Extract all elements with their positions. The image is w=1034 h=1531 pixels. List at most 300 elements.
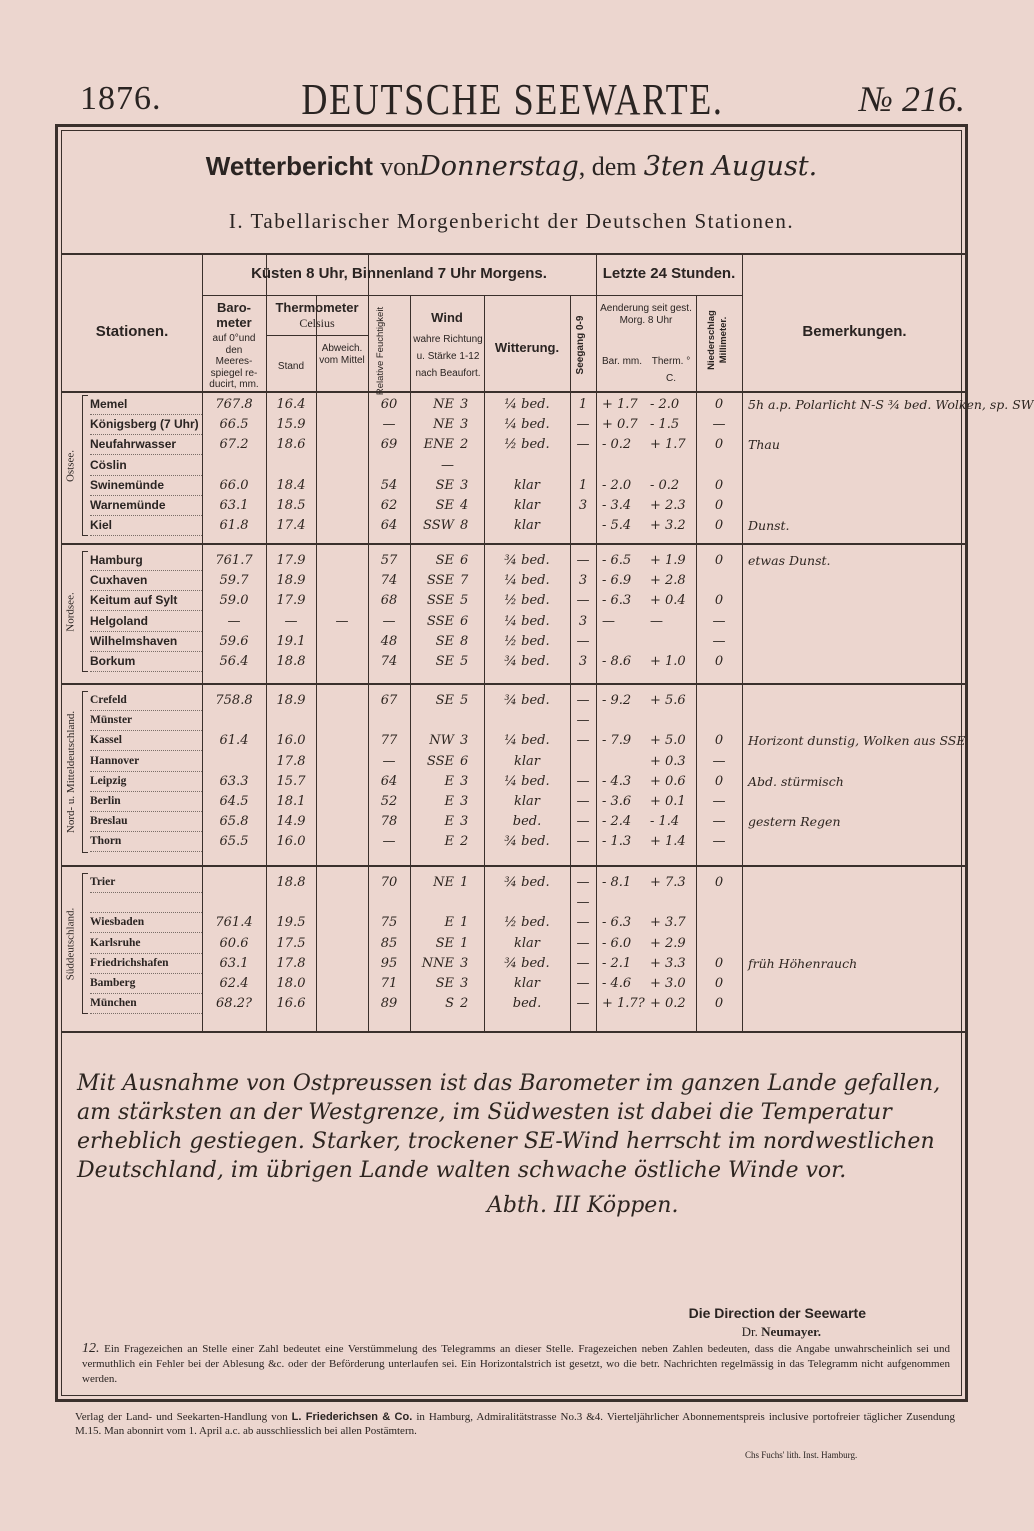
cell-nied: 0 [714,733,724,749]
table-row [62,934,967,954]
cell-abw [316,792,368,812]
cell-bem [744,792,967,812]
cell-stand: 18.1 [276,794,306,809]
header-bar: Bar. mm. [602,356,643,367]
cell-baro: 65.5 [219,834,249,850]
cell-dtherm: + 7.3 [650,875,686,890]
cell-dir: E [444,794,454,809]
cell-station: Swinemünde [90,476,202,496]
cell-bem [744,873,967,893]
cell-stand: 18.9 [276,573,306,589]
table-row [62,591,967,611]
footer-rest: in Hamburg, Admiralitätstrasse No.3 &4. Vierteljährlicher Abonnementspreis inclusive portofreier täglicher Zusendung M.15. Man abonnirt vom 1. April a.c. ab ausschliesslich bei allen Postämtern. [75,1411,956,1437]
cell-witt [484,711,570,731]
cell-stand: 16.4 [276,397,306,412]
report-title [62,151,961,182]
table-row [62,415,967,435]
header-feucht: Relative Feuchtigkeit [375,306,386,396]
cell-witt: ¼ bed. [504,773,550,789]
cell-abw [316,395,368,415]
cell-baro: 758.8 [215,693,253,708]
header-therm: Therm. ° C. [651,356,691,384]
table-row [62,731,967,751]
cell-dir: SSW [423,518,454,534]
cell-abw [316,731,368,751]
cell-baro: 59.0 [219,593,249,609]
cell-witt: ¼ bed. [504,573,550,589]
cell-see: — [576,733,590,749]
cell-dtherm [646,893,696,913]
cell-see: — [576,633,590,649]
cell-baro: 61.8 [219,518,249,534]
cell-str: 3 [460,477,469,493]
cell-dbar: - 6.3 [602,593,632,609]
table-row [62,752,967,772]
cell-stand: 16.0 [276,733,306,749]
cell-nied [696,934,742,954]
cell-dtherm: - 2.0 [650,397,680,412]
cell-see: — [576,794,590,809]
cell-see: — [576,895,590,911]
header-bottom [62,391,967,393]
cell-feucht: 74 [380,654,398,669]
cell-dir: NE [433,397,454,412]
cell-str [460,711,484,731]
cell-see [570,456,596,476]
cell-station: Crefeld [90,691,202,711]
cell-str: 5 [460,654,469,669]
cell-bem [744,934,967,954]
cell-see: — [576,417,590,433]
header-bemerkungen: Bemerkungen. [802,323,907,340]
cell-bem [744,612,967,632]
header-aenderung: Aenderung seit gest. Morg. 8 Uhr [600,303,692,326]
cell-bem [744,476,967,496]
table-row [62,772,967,792]
cell-abw [316,711,368,731]
cell-dbar [596,711,646,731]
cell-baro: 61.4 [219,733,249,749]
header-baro: Baro- meter [216,300,252,330]
cell-station: Keitum auf Sylt [90,591,202,611]
cell-str: 3 [460,976,469,991]
cell-feucht: 68 [380,593,398,609]
cell-feucht: 57 [380,553,398,568]
header-abweich: Abweich. vom Mittel [319,343,365,366]
cell-dir: SSE [426,593,454,609]
cell-abw [316,456,368,476]
masthead-year: 1876. [80,80,162,117]
cell-witt: klar [514,753,540,769]
cell-stand: 19.1 [276,633,306,649]
cell-baro: 761.7 [215,553,253,568]
cell-baro: 66.0 [219,477,249,493]
cell-witt: ½ bed. [504,593,550,609]
cell-station: Warnemünde [90,496,202,516]
cell-baro: 56.4 [219,654,249,669]
cell-stand: 17.8 [276,955,306,971]
cell-dbar: - 3.4 [602,498,632,513]
cell-dir: NNE [421,955,454,971]
cell-nied: 0 [714,976,724,991]
cell-str: 1 [460,875,469,890]
cell-dtherm: + 1.0 [650,654,686,669]
cell-feucht: 64 [380,518,398,534]
group-label: Nordsee. [65,591,77,632]
cell-baro: 59.6 [219,633,249,649]
cell-dbar: - 9.2 [602,693,632,708]
cell-witt: ¼ bed. [504,397,550,412]
cell-abw [316,571,368,591]
title-mid: , dem [578,152,637,181]
cell-dir: SE [435,477,454,493]
cell-bem [744,591,967,611]
cell-dbar: - 2.0 [602,477,632,493]
cell-feucht: 52 [380,794,398,809]
cell-bem: Dunst. [748,518,790,534]
cell-stand: 18.8 [276,654,306,669]
cell-nied: 0 [714,477,724,493]
cell-stand: 15.9 [276,417,306,433]
cell-station: Bamberg [90,974,202,994]
group-label: Nord- u. Mitteldeutschland. [65,710,77,833]
table-row [62,893,967,913]
table-row [62,691,967,711]
cell-witt: ¾ bed. [504,834,550,850]
cell-nied: — [712,613,726,629]
header-niederschlag: Niederschlag Millimeter. [706,310,729,370]
cell-dtherm: + 3.7 [650,915,686,931]
cell-dir [410,893,460,913]
cell-dtherm [646,711,696,731]
report-frame [55,124,1034,1402]
cell-bem: Abd. stürmisch [748,773,844,789]
cell-dtherm: + 5.6 [650,693,686,708]
cell-dir: NW [429,733,454,749]
cell-station: Breslau [90,812,202,832]
cell-witt [484,893,570,913]
cell-str: 3 [460,417,469,433]
cell-dbar: - 4.6 [602,976,632,991]
cell-dbar: - 2.4 [602,814,632,830]
cell-station: Friedrichshafen [90,954,202,974]
cell-str: 8 [460,633,469,649]
cell-see: — [576,713,590,729]
cell-dir: SSE [426,573,454,589]
cell-bem: gestern Regen [748,814,841,830]
cell-station: Karlsruhe [90,934,202,954]
cell-nied [696,711,742,731]
cell-dir: SE [435,553,454,568]
cell-stand: 15.7 [276,773,306,789]
table-row [62,516,967,536]
cell-stand: 18.9 [276,693,306,708]
header-witterung: Witterung. [494,340,560,355]
cell-baro: 64.5 [219,794,249,809]
cell-nied: 0 [714,593,724,609]
cell-stand: 16.0 [276,834,306,850]
cell-str: 8 [460,518,469,534]
cell-abw [316,934,368,954]
table-row [62,551,967,571]
table-row [62,632,967,652]
cell-witt [484,456,570,476]
cell-stand [266,711,316,731]
cell-see: 1 [578,397,588,412]
cell-witt: bed. [512,814,542,830]
cell-witt: ½ bed. [504,437,550,453]
cell-see: — [576,693,590,708]
title-day: Donnerstag [419,151,579,182]
cell-see: — [576,996,590,1012]
cell-stand [266,456,316,476]
cell-str: 3 [460,814,469,830]
footer-firm: L. Friederichsen & Co. [291,1411,413,1423]
cell-feucht: 77 [380,733,398,749]
footer-prefix: Verlag der Land- und Seekarten-Handlung von [75,1411,288,1423]
cell-str: 2 [460,996,469,1012]
lithographer-credit: Chs Fuchs' lith. Inst. Hamburg. [745,1450,858,1460]
report-subtitle: I. Tabellarischer Morgenbericht der Deutschen Stationen. [228,209,795,233]
cell-stand: 18.4 [276,477,306,493]
cell-dbar: - 6.5 [602,553,632,568]
cell-feucht: 48 [380,633,398,649]
cell-baro [202,893,266,913]
cell-dbar: — [602,613,615,629]
cell-feucht: 70 [380,875,398,890]
cell-dtherm: + 2.3 [650,498,686,513]
table-row [62,994,967,1014]
cell-dbar [596,752,646,772]
cell-feucht: 75 [380,915,398,931]
cell-abw [316,974,368,994]
cell-nied: — [712,834,726,850]
cell-bem [744,496,967,516]
cell-bem [744,652,967,672]
cell-dbar: - 8.6 [602,654,632,669]
cell-str: 3 [460,733,469,749]
cell-feucht [368,456,410,476]
cell-see: — [576,553,590,568]
table-row [62,832,967,852]
cell-dtherm: + 0.1 [650,794,686,809]
cell-str [460,893,484,913]
publisher-footer [75,1410,955,1438]
cell-dbar: - 8.1 [602,875,632,890]
cell-witt: ¼ bed. [504,613,550,629]
cell-stand: 19.5 [276,915,306,931]
cell-dtherm: + 2.9 [650,935,686,951]
cell-dbar [596,632,646,652]
cell-dtherm: + 0.6 [650,773,686,789]
cell-abw [316,752,368,772]
cell-dtherm: - 0.2 [650,477,680,493]
cell-nied: 0 [714,553,724,568]
cell-feucht [368,711,410,731]
cell-abw [316,873,368,893]
cell-see: 1 [578,477,588,493]
cell-abw [316,591,368,611]
cell-bem: Horizont dunstig, Wolken aus SSE [748,733,966,749]
cell-witt: klar [514,477,540,493]
cell-see: — [576,814,590,830]
cell-baro: 65.8 [219,814,249,830]
cell-witt: ¾ bed. [504,654,550,669]
cell-abw: — [335,613,349,629]
cell-dir: E [444,814,454,830]
cell-witt: klar [514,935,540,951]
cell-str: 6 [460,553,469,568]
table-row [62,652,967,672]
director-prefix: Dr. [741,1324,758,1339]
cell-dbar: - 2.1 [602,955,632,971]
cell-feucht: 71 [380,976,398,991]
cell-abw [316,913,368,933]
cell-dtherm: + 3.3 [650,955,686,971]
footnote [82,1341,950,1387]
cell-dbar: - 5.4 [602,518,632,534]
cell-str: 4 [460,498,469,513]
cell-bem [744,571,967,591]
cell-feucht: 95 [380,955,398,971]
cell-stand: 18.8 [276,875,306,890]
cell-baro [202,711,266,731]
cell-str: 3 [460,955,469,971]
header-stand: Stand [277,361,305,372]
cell-see: 3 [578,654,588,669]
cell-dir: SSE [426,613,454,629]
cell-abw [316,632,368,652]
cell-dbar: + 0.7 [602,417,638,433]
cell-feucht: 60 [380,397,398,412]
cell-bem [744,832,967,852]
cell-dbar [596,456,646,476]
table-row [62,571,967,591]
masthead-number: № 216. [859,79,965,119]
table-row [62,974,967,994]
cell-witt: ¾ bed. [504,875,550,890]
cell-dir: SE [435,976,454,991]
cell-feucht: 74 [380,573,398,589]
cell-feucht: 54 [380,477,398,493]
cell-witt: ¾ bed. [504,693,550,708]
cell-see [570,516,596,536]
cell-see: — [576,935,590,951]
cell-nied: — [712,633,726,649]
cell-station: Hamburg [90,551,202,571]
cell-see: — [576,875,590,890]
cell-station: Cöslin [90,456,202,476]
cell-baro: 67.2 [219,437,249,453]
cell-nied [696,571,742,591]
cell-station: Helgoland [90,612,202,632]
cell-station: Kassel [90,731,202,751]
cell-baro: 60.6 [219,935,249,951]
cell-abw [316,551,368,571]
table-row [62,913,967,933]
cell-feucht: 78 [380,814,398,830]
table-row [62,496,967,516]
cell-see: — [576,834,590,850]
cell-station: Trier [90,873,202,893]
cell-dir: ENE [423,437,454,453]
director-name: Neumayer. [761,1324,821,1339]
cell-stand: 18.5 [276,498,306,513]
cell-dtherm [646,456,696,476]
cell-witt: bed. [512,996,542,1012]
cell-nied: 0 [714,498,724,513]
cell-station: Neufahrwasser [90,435,202,455]
header-wind-sub: wahre Richtung u. Stärke 1-12 nach Beaufort. [413,334,483,379]
cell-str: 6 [460,613,469,629]
cell-bem [744,913,967,933]
cell-station: Hannover [90,752,202,772]
direction-label: Die Direction der Seewarte [688,1305,866,1321]
cell-dtherm: + 5.0 [650,733,686,749]
cell-abw [316,496,368,516]
cell-nied: — [712,794,726,809]
director [742,1324,821,1340]
cell-str: 3 [460,773,469,789]
cell-feucht: — [382,417,396,433]
note-text: Ein Fragezeichen an Stelle einer Zahl bedeutet eine Verstümmelung des Telegramms an dieser Stelle. Fragezeichen neben Zahlen bedeuten, dass die Angabe unwahrscheinlich sei und vermuthlich ein Fehler bei der Ablesung &c. oder der Beförderung unterlaufen sei. Ein Horizontalstrich ist gesetzt, wo die betr. Nachrichten regelmässig in das Telegramm nicht aufgenommen werden. [82,1343,951,1385]
cell-station: Kiel [90,516,202,536]
cell-witt: ¾ bed. [504,553,550,568]
cell-see: — [576,437,590,453]
header-24h: Letzte 24 Stunden. [602,265,736,282]
cell-bem [744,456,967,476]
cell-feucht: 62 [380,498,398,513]
cell-str: 7 [460,573,469,589]
cell-stand: 18.0 [276,976,306,991]
cell-baro [202,752,266,772]
cell-baro [202,873,266,893]
cell-dir: NE [433,417,454,433]
cell-str: 5 [460,593,469,609]
cell-stand: 16.6 [276,996,306,1012]
cell-feucht: — [382,753,396,769]
cell-nied: 0 [714,654,724,669]
cell-abw [316,893,368,913]
cell-str: 6 [460,753,469,769]
cell-bem [744,893,967,913]
cell-dtherm: + 2.8 [650,573,686,589]
cell-bem: 5h a.p. Polarlicht N-S ¾ bed. Wolken, sp. SW [748,397,1034,412]
cell-nied: — [712,814,726,830]
cell-feucht [368,893,410,913]
cell-dir: SE [435,498,454,513]
table-row [62,792,967,812]
cell-dir: E [444,773,454,789]
title-prefix: Wetterbericht [205,151,373,181]
cell-abw [316,516,368,536]
cell-bem [744,994,967,1014]
cell-see: 3 [578,573,588,589]
cell-witt: ½ bed. [504,633,550,649]
cell-abw [316,772,368,792]
cell-dbar: - 1.3 [602,834,632,850]
cell-dtherm: + 1.4 [650,834,686,850]
cell-nied: 0 [714,955,724,971]
cell-station: Berlin [90,792,202,812]
cell-feucht: 85 [380,935,398,951]
cell-dtherm: - 1.5 [650,417,680,433]
cell-baro: 68.2? [216,996,252,1012]
cell-nied [696,691,742,711]
table-row [62,954,967,974]
cell-abw [316,415,368,435]
table-row [62,873,967,893]
